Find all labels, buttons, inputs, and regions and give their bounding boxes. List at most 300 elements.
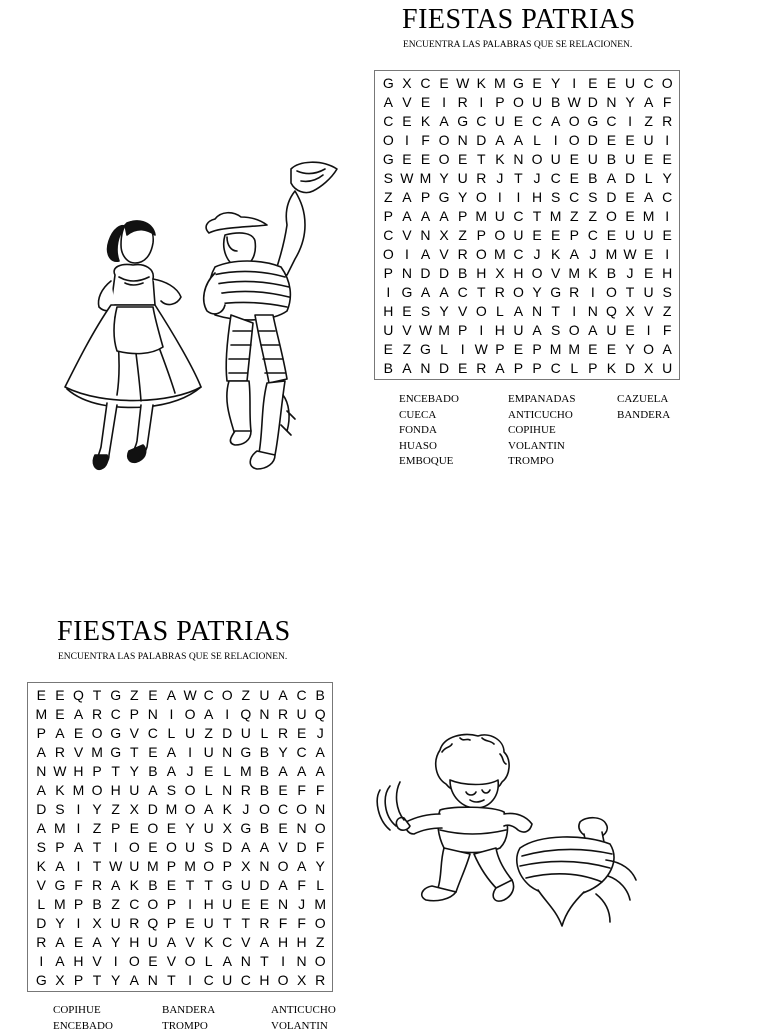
grid-letter: R [453, 245, 472, 264]
grid-letter: W [621, 245, 640, 264]
grid-letter: Z [125, 686, 144, 705]
grid-letter: A [125, 971, 144, 990]
grid-letter: P [528, 340, 547, 359]
grid-letter: M [311, 895, 330, 914]
grid-letter: O [125, 838, 144, 857]
grid-letter: C [379, 226, 398, 245]
grid-letter: H [379, 302, 398, 321]
man-dancer [204, 162, 337, 469]
grid-letter: U [491, 207, 510, 226]
grid-row [32, 895, 330, 914]
grid-letter: V [546, 264, 565, 283]
grid-letter: T [162, 971, 181, 990]
grid-letter: X [621, 302, 640, 321]
grid-letter: J [491, 169, 510, 188]
grid-letter: I [181, 743, 200, 762]
grid-letter: U [218, 971, 237, 990]
grid-letter: S [584, 188, 603, 207]
grid-letter: E [528, 74, 547, 93]
grid-letter: S [379, 169, 398, 188]
grid-letter: M [51, 895, 70, 914]
word-column [508, 392, 575, 470]
grid-letter: X [218, 819, 237, 838]
child-spinning-top-illustration [370, 730, 640, 930]
grid-letter: M [144, 857, 163, 876]
grid-letter: F [292, 914, 311, 933]
grid-letter: I [181, 895, 200, 914]
grid-letter: M [88, 743, 107, 762]
grid-letter: C [292, 686, 311, 705]
grid-letter: U [237, 724, 256, 743]
grid-letter: N [602, 93, 621, 112]
grid-letter: I [565, 74, 584, 93]
grid-letter: I [274, 952, 293, 971]
grid-letter: F [292, 876, 311, 895]
grid-letter: Y [274, 743, 293, 762]
grid-letter: A [51, 724, 70, 743]
grid-letter: A [237, 838, 256, 857]
grid-letter: E [602, 340, 621, 359]
grid-letter: G [106, 743, 125, 762]
grid-letter: E [69, 724, 88, 743]
grid-letter: X [435, 226, 454, 245]
grid-letter: Y [435, 169, 454, 188]
grid-letter: I [658, 131, 677, 150]
grid-letter: E [621, 207, 640, 226]
grid-letter: T [88, 857, 107, 876]
grid-letter: U [584, 150, 603, 169]
grid-letter: A [435, 283, 454, 302]
grid-letter: O [218, 686, 237, 705]
grid-letter: K [218, 800, 237, 819]
grid-letter: O [199, 857, 218, 876]
grid-letter: R [88, 705, 107, 724]
grid-letter: O [379, 131, 398, 150]
grid-letter: G [435, 188, 454, 207]
grid-letter: A [255, 838, 274, 857]
grid-letter: R [32, 933, 51, 952]
grid-letter: A [255, 933, 274, 952]
grid-letter: J [528, 169, 547, 188]
grid-letter: P [416, 188, 435, 207]
grid-letter: P [88, 762, 107, 781]
grid-letter: D [144, 800, 163, 819]
grid-letter: T [88, 838, 107, 857]
grid-letter: R [237, 781, 256, 800]
grid-letter: M [162, 800, 181, 819]
grid-letter: I [546, 131, 565, 150]
grid-letter: X [125, 800, 144, 819]
grid-letter: P [106, 819, 125, 838]
word-list-item: VOLANTIN [271, 1019, 336, 1034]
grid-letter: A [106, 876, 125, 895]
puzzle2-letter-grid [27, 682, 333, 992]
grid-letter: A [435, 207, 454, 226]
grid-letter: H [274, 933, 293, 952]
grid-letter: A [218, 952, 237, 971]
grid-letter: U [125, 857, 144, 876]
grid-letter: B [255, 781, 274, 800]
grid-letter: A [199, 800, 218, 819]
grid-letter: Z [106, 800, 125, 819]
grid-letter: E [565, 169, 584, 188]
grid-letter: O [255, 800, 274, 819]
grid-letter: U [639, 226, 658, 245]
grid-letter: E [292, 724, 311, 743]
grid-letter: F [292, 781, 311, 800]
grid-letter: N [311, 800, 330, 819]
grid-letter: Z [106, 895, 125, 914]
grid-letter: U [218, 895, 237, 914]
word-list-item: TROMPO [162, 1019, 215, 1034]
word-list-item: CUECA [399, 408, 459, 424]
grid-letter: A [398, 188, 417, 207]
grid-letter: I [509, 188, 528, 207]
grid-letter: N [144, 705, 163, 724]
grid-letter: S [546, 321, 565, 340]
grid-letter: O [565, 112, 584, 131]
grid-letter: O [125, 952, 144, 971]
grid-letter: P [565, 226, 584, 245]
word-column [271, 1003, 336, 1034]
grid-letter: V [181, 933, 200, 952]
grid-letter: O [88, 724, 107, 743]
grid-letter: S [546, 188, 565, 207]
grid-letter: A [639, 188, 658, 207]
grid-letter: E [435, 74, 454, 93]
grid-letter: A [398, 359, 417, 378]
grid-letter: V [398, 321, 417, 340]
grid-letter: D [584, 93, 603, 112]
grid-letter: E [509, 340, 528, 359]
grid-letter: U [528, 93, 547, 112]
grid-letter: Y [546, 74, 565, 93]
grid-letter: C [274, 800, 293, 819]
grid-letter: D [621, 359, 640, 378]
grid-letter: J [584, 245, 603, 264]
grid-letter: E [658, 150, 677, 169]
grid-row [379, 264, 677, 283]
grid-letter: G [379, 74, 398, 93]
grid-letter: M [639, 207, 658, 226]
grid-letter: R [51, 743, 70, 762]
grid-letter: P [379, 264, 398, 283]
grid-letter: A [32, 819, 51, 838]
grid-letter: D [416, 264, 435, 283]
grid-row [32, 876, 330, 895]
grid-letter: U [199, 914, 218, 933]
grid-letter: G [453, 112, 472, 131]
grid-letter: O [274, 971, 293, 990]
grid-letter: O [311, 952, 330, 971]
grid-letter: B [546, 93, 565, 112]
grid-letter: A [274, 876, 293, 895]
grid-letter: X [491, 264, 510, 283]
grid-letter: F [311, 838, 330, 857]
grid-letter: U [106, 914, 125, 933]
grid-letter: E [658, 226, 677, 245]
word-list-item: VOLANTIN [508, 439, 575, 455]
grid-letter: T [472, 283, 491, 302]
grid-letter: A [509, 131, 528, 150]
grid-letter: O [181, 952, 200, 971]
grid-letter: A [416, 245, 435, 264]
grid-letter: H [69, 762, 88, 781]
grid-letter: A [639, 93, 658, 112]
grid-row [379, 302, 677, 321]
grid-letter: O [565, 321, 584, 340]
grid-letter: D [32, 800, 51, 819]
grid-letter: H [658, 264, 677, 283]
grid-letter: Q [69, 686, 88, 705]
grid-letter: O [472, 188, 491, 207]
grid-letter: O [181, 800, 200, 819]
grid-letter: A [311, 743, 330, 762]
grid-letter: B [255, 743, 274, 762]
grid-letter: P [51, 838, 70, 857]
grid-letter: N [528, 302, 547, 321]
grid-letter: E [584, 340, 603, 359]
word-list-item: ANTICUCHO [271, 1003, 336, 1019]
grid-row [32, 762, 330, 781]
grid-letter: U [199, 819, 218, 838]
grid-letter: C [379, 112, 398, 131]
grid-letter: W [453, 74, 472, 93]
grid-letter: C [472, 112, 491, 131]
grid-row [379, 340, 677, 359]
grid-letter: S [51, 800, 70, 819]
grid-letter: A [51, 857, 70, 876]
grid-letter: I [218, 705, 237, 724]
grid-letter: C [639, 74, 658, 93]
grid-letter: H [199, 895, 218, 914]
grid-letter: A [416, 207, 435, 226]
grid-letter: E [639, 150, 658, 169]
grid-letter: U [602, 321, 621, 340]
grid-letter: K [602, 359, 621, 378]
grid-letter: Y [435, 302, 454, 321]
grid-letter: A [416, 283, 435, 302]
grid-letter: N [32, 762, 51, 781]
grid-letter: H [125, 933, 144, 952]
grid-letter: P [453, 207, 472, 226]
grid-letter: C [565, 188, 584, 207]
grid-letter: M [546, 340, 565, 359]
grid-letter: E [528, 226, 547, 245]
grid-letter: C [416, 74, 435, 93]
grid-letter: D [292, 838, 311, 857]
grid-letter: E [584, 74, 603, 93]
grid-letter: Y [658, 169, 677, 188]
grid-letter: U [639, 131, 658, 150]
grid-letter: U [658, 359, 677, 378]
grid-letter: F [274, 914, 293, 933]
grid-letter: E [602, 226, 621, 245]
grid-letter: A [69, 838, 88, 857]
grid-row [379, 283, 677, 302]
grid-letter: Z [311, 933, 330, 952]
grid-letter: Y [106, 971, 125, 990]
grid-letter: K [32, 857, 51, 876]
grid-letter: G [51, 876, 70, 895]
grid-letter: E [639, 245, 658, 264]
grid-letter: D [602, 188, 621, 207]
grid-letter: H [255, 971, 274, 990]
grid-letter: L [32, 895, 51, 914]
grid-letter: G [584, 112, 603, 131]
grid-row [379, 321, 677, 340]
grid-letter: H [491, 321, 510, 340]
grid-letter: U [621, 74, 640, 93]
grid-letter: A [565, 245, 584, 264]
grid-letter: O [528, 150, 547, 169]
grid-letter: E [144, 686, 163, 705]
grid-letter: C [125, 895, 144, 914]
grid-letter: O [435, 131, 454, 150]
puzzle1-subtitle: ENCUENTRA LAS PALABRAS QUE SE RELACIONEN. [403, 40, 632, 50]
grid-letter: P [69, 971, 88, 990]
puzzle2-title: FIESTAS PATRIAS [57, 616, 291, 648]
grid-letter: E [51, 686, 70, 705]
puzzle1-title: FIESTAS PATRIAS [402, 4, 636, 36]
grid-letter: G [379, 150, 398, 169]
grid-letter: G [546, 283, 565, 302]
grid-letter: E [125, 819, 144, 838]
grid-letter: Z [379, 188, 398, 207]
grid-letter: R [565, 283, 584, 302]
grid-letter: I [398, 245, 417, 264]
grid-letter: O [311, 819, 330, 838]
grid-letter: D [255, 876, 274, 895]
grid-letter: A [546, 112, 565, 131]
grid-letter: D [584, 131, 603, 150]
grid-letter: E [199, 762, 218, 781]
grid-row [32, 743, 330, 762]
grid-letter: G [237, 743, 256, 762]
grid-letter: Z [584, 207, 603, 226]
grid-row [32, 933, 330, 952]
grid-letter: V [435, 245, 454, 264]
grid-letter: O [144, 819, 163, 838]
grid-letter: A [398, 207, 417, 226]
grid-letter: A [51, 952, 70, 971]
grid-letter: V [398, 226, 417, 245]
grid-letter: L [528, 131, 547, 150]
grid-letter: O [181, 781, 200, 800]
grid-letter: E [453, 359, 472, 378]
grid-letter: S [162, 781, 181, 800]
grid-letter: E [144, 743, 163, 762]
grid-letter: C [292, 743, 311, 762]
grid-letter: C [546, 169, 565, 188]
grid-letter: C [546, 359, 565, 378]
grid-row [32, 914, 330, 933]
grid-letter: Y [88, 800, 107, 819]
grid-letter: F [416, 131, 435, 150]
grid-letter: N [453, 131, 472, 150]
grid-letter: J [621, 264, 640, 283]
grid-letter: L [491, 302, 510, 321]
grid-letter: T [546, 302, 565, 321]
word-column [617, 392, 670, 423]
grid-row [379, 131, 677, 150]
word-column [399, 392, 459, 470]
grid-letter: P [125, 705, 144, 724]
grid-letter: A [51, 933, 70, 952]
grid-letter: W [51, 762, 70, 781]
grid-letter: O [602, 207, 621, 226]
grid-letter: C [509, 245, 528, 264]
grid-letter: N [237, 952, 256, 971]
grid-letter: C [453, 283, 472, 302]
grid-letter: Q [144, 914, 163, 933]
grid-letter: E [162, 819, 181, 838]
grid-row [32, 952, 330, 971]
grid-letter: W [398, 169, 417, 188]
grid-letter: M [416, 169, 435, 188]
grid-letter: Y [181, 819, 200, 838]
grid-row [379, 245, 677, 264]
grid-letter: T [472, 150, 491, 169]
grid-letter: E [621, 321, 640, 340]
grid-letter: N [218, 743, 237, 762]
grid-letter: V [453, 302, 472, 321]
grid-letter: U [453, 169, 472, 188]
grid-letter: A [162, 762, 181, 781]
grid-letter: V [639, 302, 658, 321]
grid-letter: G [509, 74, 528, 93]
grid-letter: R [658, 112, 677, 131]
grid-letter: A [528, 321, 547, 340]
grid-letter: T [237, 914, 256, 933]
grid-letter: S [199, 838, 218, 857]
grid-letter: R [311, 971, 330, 990]
grid-letter: T [218, 914, 237, 933]
grid-letter: T [125, 743, 144, 762]
grid-letter: Y [621, 93, 640, 112]
grid-letter: A [292, 762, 311, 781]
grid-letter: A [274, 762, 293, 781]
grid-letter: Y [51, 914, 70, 933]
grid-letter: D [472, 131, 491, 150]
grid-letter: J [311, 724, 330, 743]
grid-letter: O [509, 93, 528, 112]
grid-letter: B [379, 359, 398, 378]
word-list-item: CAZUELA [617, 392, 670, 408]
grid-letter: H [106, 781, 125, 800]
grid-letter: M [546, 207, 565, 226]
grid-letter: E [274, 819, 293, 838]
grid-letter: J [237, 800, 256, 819]
grid-letter: Y [125, 762, 144, 781]
grid-letter: P [453, 321, 472, 340]
word-list-item: EMBOQUE [399, 454, 459, 470]
grid-letter: O [274, 857, 293, 876]
grid-letter: E [144, 952, 163, 971]
grid-letter: M [472, 207, 491, 226]
grid-letter: N [416, 226, 435, 245]
grid-letter: E [453, 150, 472, 169]
grid-letter: O [658, 74, 677, 93]
grid-letter: L [565, 359, 584, 378]
grid-row [379, 188, 677, 207]
grid-letter: G [32, 971, 51, 990]
grid-row [32, 781, 330, 800]
grid-letter: V [32, 876, 51, 895]
grid-letter: U [292, 705, 311, 724]
grid-letter: T [88, 686, 107, 705]
grid-letter: Y [311, 857, 330, 876]
